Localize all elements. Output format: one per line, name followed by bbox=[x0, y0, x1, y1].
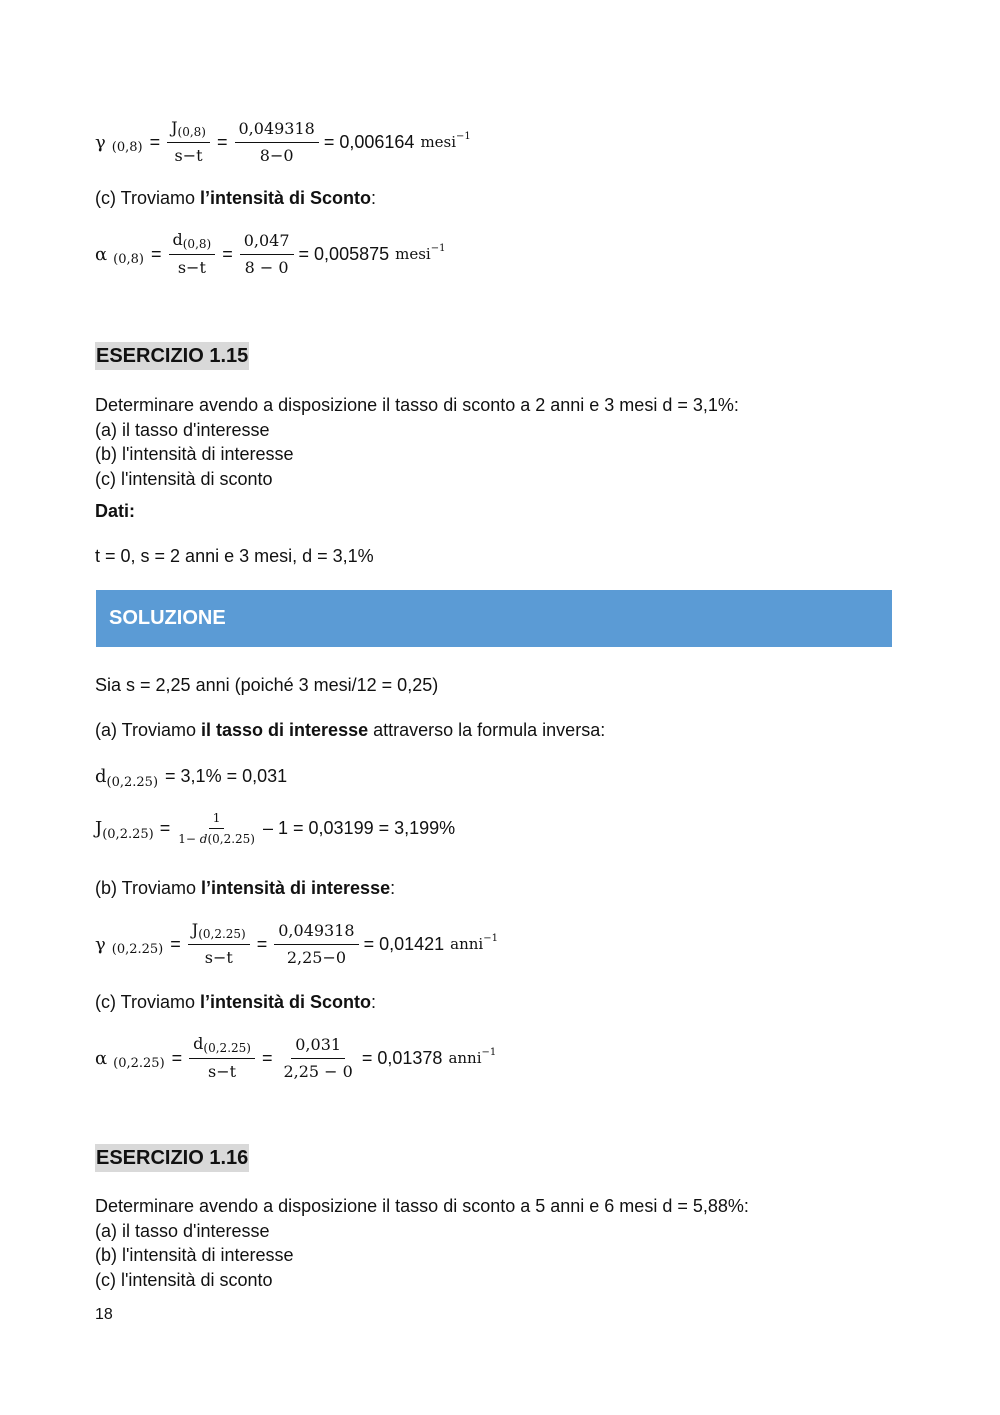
formula-result: = 0,005875 bbox=[298, 243, 390, 264]
frac-numerator-subscript: (0,8) bbox=[177, 125, 206, 139]
equals-sign: = bbox=[261, 1047, 273, 1068]
fraction-d-over-s-t bbox=[189, 1033, 255, 1083]
frac-numerator: d bbox=[172, 230, 183, 249]
page-number: 18 bbox=[95, 1306, 113, 1323]
equals-sign: = bbox=[222, 243, 233, 264]
step-b-text: (b) Troviamo l’intensità di interesse: bbox=[95, 878, 396, 898]
j-subscript: (0,2.25) bbox=[102, 826, 154, 842]
fraction-j-over-s-t bbox=[188, 919, 250, 969]
unit-label: mesi$^{-1}$ bbox=[395, 243, 446, 263]
fraction-values bbox=[274, 920, 358, 969]
j-symbol: J bbox=[95, 817, 103, 839]
exercise-heading-1-15: ESERCIZIO 1.15 bbox=[95, 342, 249, 370]
equals-sign: = bbox=[170, 933, 181, 954]
formula-d-value bbox=[95, 750, 287, 802]
dati-values: t = 0, s = 2 anni e 3 mesi, d = 3,1% bbox=[95, 546, 374, 566]
formula-alpha-0-2-25 bbox=[95, 1032, 496, 1084]
equals-sign: = bbox=[256, 933, 268, 954]
solution-banner: SOLUZIONE bbox=[96, 590, 892, 647]
frac-denominator: 1− d(0,2.25) bbox=[178, 831, 255, 846]
fraction-values bbox=[235, 118, 319, 167]
d-value: = 3,1% = 0,031 bbox=[165, 765, 288, 786]
exercise-heading-1-16: ESERCIZIO 1.16 bbox=[95, 1144, 249, 1172]
frac-numerator-subscript: (0,2.25) bbox=[198, 927, 246, 941]
d-symbol: d bbox=[95, 765, 107, 787]
formula-j-value bbox=[95, 802, 455, 854]
alpha-subscript: (0,8) bbox=[113, 251, 144, 267]
frac-numerator-subscript: (0,8) bbox=[182, 237, 212, 251]
frac-denominator: 2,25 − 0 bbox=[283, 1061, 353, 1081]
frac-numerator: J bbox=[171, 118, 178, 137]
formula-result: = 0,006164 bbox=[323, 131, 415, 152]
frac-numerator: 0,049318 bbox=[235, 118, 319, 143]
formula-result: = 0,01378 bbox=[361, 1047, 443, 1068]
gamma-symbol: γ bbox=[95, 131, 106, 153]
d-subscript: (0,2.25) bbox=[106, 774, 159, 790]
formula-gamma-0-8 bbox=[95, 116, 471, 168]
frac-denominator: 8 − 0 bbox=[244, 257, 289, 277]
formula-alpha-0-8 bbox=[95, 228, 445, 280]
equals-sign: = bbox=[171, 1047, 183, 1068]
gamma-subscript: (0,2.25) bbox=[111, 941, 164, 957]
exercise-item-b: (b) l'intensità di interesse bbox=[95, 444, 294, 464]
formula-result: = 0,01421 bbox=[363, 933, 445, 954]
frac-denominator: 8−0 bbox=[259, 145, 294, 165]
fraction-values bbox=[279, 1034, 356, 1083]
unit-label: mesi$^{-1}$ bbox=[420, 131, 471, 151]
exercise-1-16-text bbox=[95, 1194, 749, 1292]
unit-label: anni$^{-1}$ bbox=[448, 1047, 497, 1067]
frac-numerator: 0,049318 bbox=[274, 920, 358, 945]
exercise-item-c: (c) l'intensità di sconto bbox=[95, 1269, 273, 1290]
formula-gamma-0-2-25 bbox=[95, 918, 498, 970]
frac-denominator: 2,25−0 bbox=[286, 947, 347, 967]
exercise-item-c: (c) l'intensità di sconto bbox=[95, 468, 273, 489]
frac-numerator: 0,031 bbox=[291, 1034, 345, 1059]
step-a-text: (a) Troviamo il tasso di interesse attraverso la formula inversa: bbox=[95, 720, 606, 740]
step-c-text-2: (c) Troviamo l’intensità di Sconto: bbox=[95, 992, 377, 1012]
frac-denominator: s−t bbox=[177, 258, 206, 277]
frac-numerator-subscript: (0,2.25) bbox=[203, 1041, 251, 1055]
frac-denominator: s−t bbox=[204, 948, 233, 967]
dati-label: Dati: bbox=[95, 501, 135, 521]
frac-numerator: 1 bbox=[209, 810, 225, 829]
step-c-text-1: (c) Troviamo l’intensità di Sconto: bbox=[95, 188, 377, 208]
equals-sign: = bbox=[159, 817, 171, 838]
exercise-intro: Determinare avendo a disposizione il tasso di sconto a 5 anni e 6 mesi d = 5,88%: bbox=[95, 1196, 749, 1216]
exercise-item-a: (a) il tasso d'interesse bbox=[95, 419, 270, 440]
frac-numerator: d bbox=[193, 1034, 204, 1053]
fraction-values bbox=[240, 230, 294, 279]
exercise-item-b: (b) l'intensità di interesse bbox=[95, 1245, 294, 1265]
equals-sign: = bbox=[216, 131, 228, 152]
alpha-subscript: (0,2.25) bbox=[113, 1055, 165, 1071]
gamma-subscript: (0,8) bbox=[111, 139, 143, 155]
j-result: – 1 = 0,03199 = 3,199% bbox=[262, 817, 456, 838]
frac-denominator: s−t bbox=[174, 146, 203, 165]
equals-sign: = bbox=[150, 243, 162, 264]
frac-numerator: J bbox=[191, 920, 199, 939]
unit-label: anni$^{-1}$ bbox=[450, 933, 498, 953]
exercise-1-15-text bbox=[95, 393, 739, 491]
exercise-intro: Determinare avendo a disposizione il tasso di sconto a 2 anni e 3 mesi d = 3,1%: bbox=[95, 395, 739, 415]
solution-line-1: Sia s = 2,25 anni (poiché 3 mesi/12 = 0,25) bbox=[95, 675, 439, 695]
gamma-symbol: γ bbox=[95, 933, 106, 955]
alpha-symbol: α bbox=[95, 243, 108, 265]
fraction-j-over-s-t bbox=[167, 117, 210, 167]
frac-numerator: 0,047 bbox=[240, 230, 294, 255]
frac-denominator: s−t bbox=[208, 1062, 237, 1081]
exercise-item-a: (a) il tasso d'interesse bbox=[95, 1220, 270, 1241]
equals-sign: = bbox=[149, 131, 161, 152]
alpha-symbol: α bbox=[95, 1047, 108, 1069]
fraction-d-over-s-t bbox=[169, 229, 216, 279]
fraction-inverse bbox=[174, 810, 259, 847]
